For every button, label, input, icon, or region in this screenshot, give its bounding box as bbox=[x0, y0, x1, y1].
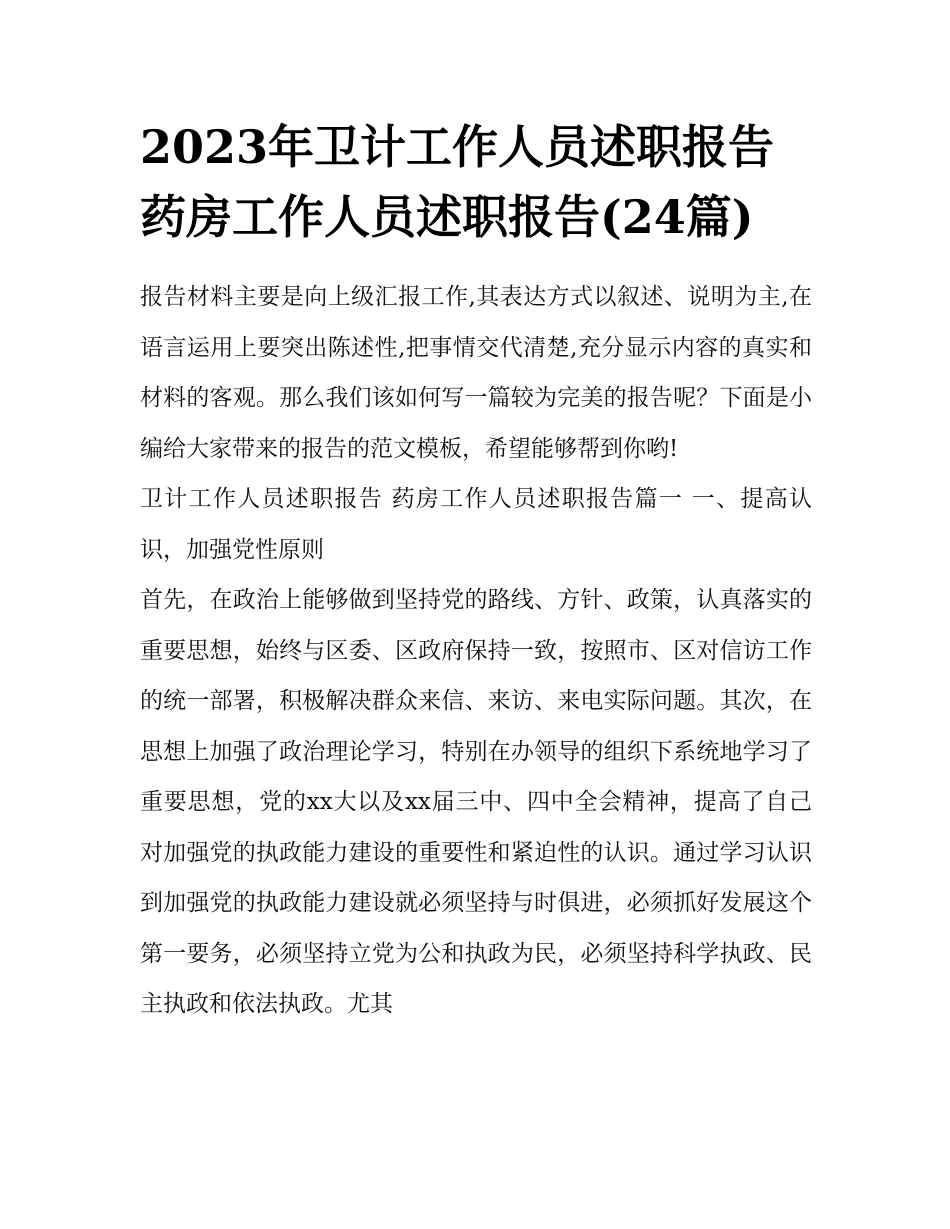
section-heading-paragraph: 卫计工作人员述职报告 药房工作人员述职报告篇一 一、提高认识，加强党性原则 bbox=[140, 486, 812, 563]
title-line-1: 2023年卫计工作人员述职报告 bbox=[140, 120, 775, 174]
body-paragraph: 首先，在政治上能够做到坚持党的路线、方针、政策，认真落实的重要思想，始终与区委、区政府保持一致，按照市、区对信访工作的统一部署，积极解决群众来信、来访、来电实际问题。其次，在思想上加强了政治理论学习，特别在办领导的组织下系统地学习了重要思想，党的xx大以及xx届三中、四中全会精神，提高了自己对加强党的执政能力建设的重要性和紧迫性的认识。通过学习认识到加强党的执政能力建设就必须坚持与时俱进，必须抓好发展这个第一要务，必须坚持立党为公和执政为民，必须坚持科学执政、民主执政和依法执政。尤其 bbox=[140, 587, 812, 1017]
document-title bbox=[140, 112, 812, 252]
title-line-2: 药房工作人员述职报告(24篇) bbox=[140, 190, 754, 244]
document-body bbox=[140, 272, 812, 1030]
document-page bbox=[140, 112, 812, 1030]
intro-paragraph: 报告材料主要是向上级汇报工作,其表达方式以叙述、说明为主,在语言运用上要突出陈述性,把事情交代清楚,充分显示内容的真实和材料的客观。那么我们该如何写一篇较为完美的报告呢？下面是小编给大家带来的报告的范文模板，希望能够帮到你哟! bbox=[140, 284, 812, 462]
